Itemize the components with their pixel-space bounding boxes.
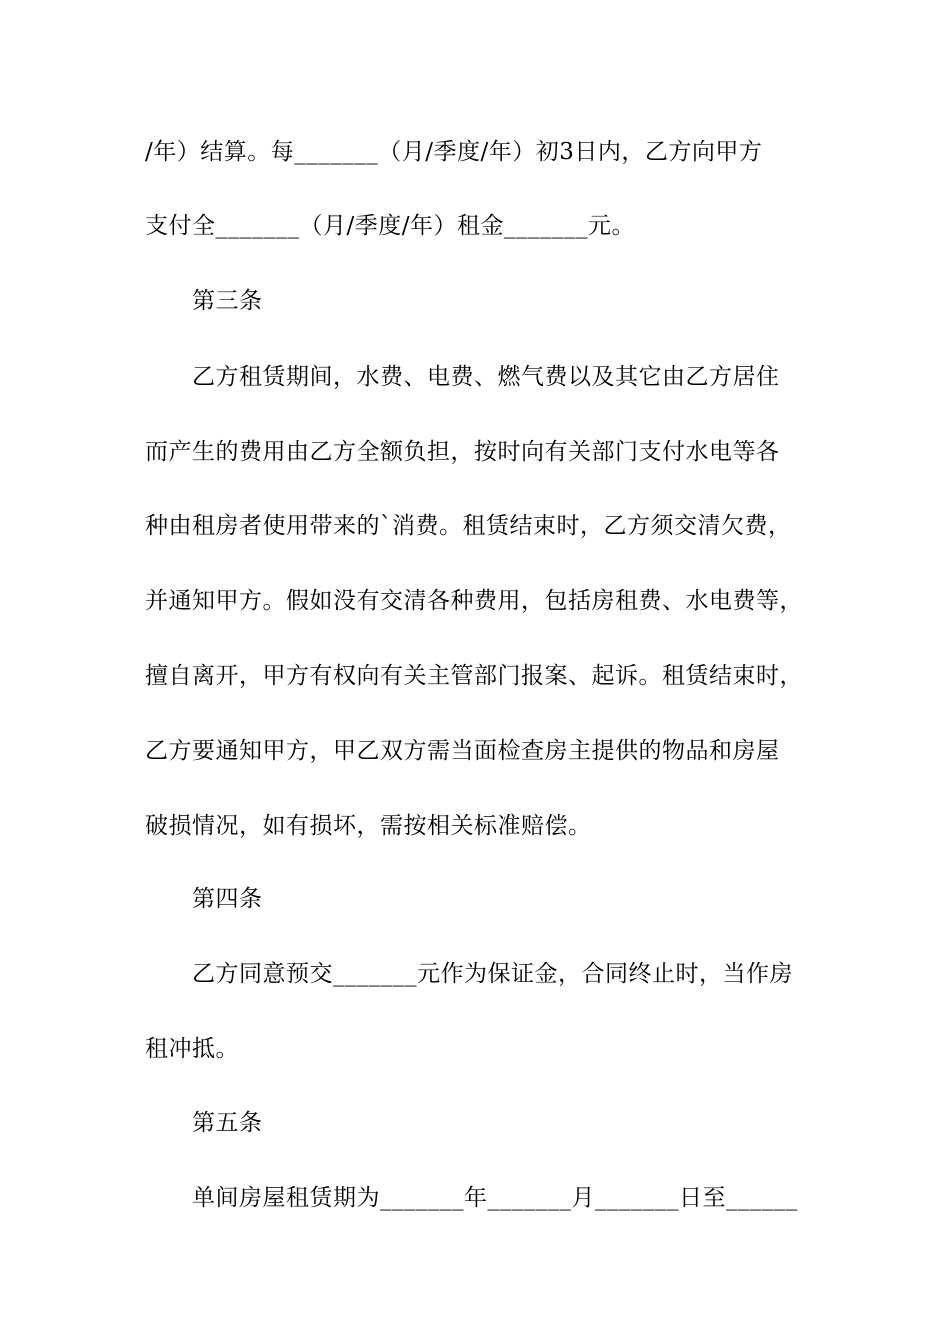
text-line: 租冲抵。 (145, 1036, 239, 1062)
text-line: 乙方租赁期间，水费、电费、燃气费以及其它由乙方居住 (192, 364, 780, 390)
article-heading: 第三条 (192, 288, 263, 314)
text-line: 单间房屋租赁期为_______年_______月_______日至______ (192, 1185, 798, 1211)
text-line: 种由租房者使用带来的`消费。租赁结束时，乙方须交清欠费， (145, 513, 792, 539)
text-line: /年）结算。每_______（月/季度/年）初3日内，乙方向甲方 (145, 139, 763, 165)
text-line: 破损情况，如有损坏，需按相关标准赔偿。 (145, 813, 592, 839)
text-line: 并通知甲方。假如没有交清各种费用，包括房租费、水电费等， (145, 588, 803, 614)
text-line: 而产生的费用由乙方全额负担，按时向有关部门支付水电等各 (145, 439, 780, 465)
article-heading: 第五条 (192, 1110, 263, 1136)
text-line: 支付全_______（月/季度/年）租金_______元。 (145, 213, 635, 239)
text-line: 乙方要通知甲方，甲乙双方需当面检查房主提供的物品和房屋 (145, 738, 780, 764)
text-line: 擅自离开，甲方有权向有关主管部门报案、起诉。租赁结束时， (145, 663, 803, 689)
text-line: 乙方同意预交_______元作为保证金，合同终止时，当作房 (192, 961, 793, 987)
article-heading: 第四条 (192, 886, 263, 912)
